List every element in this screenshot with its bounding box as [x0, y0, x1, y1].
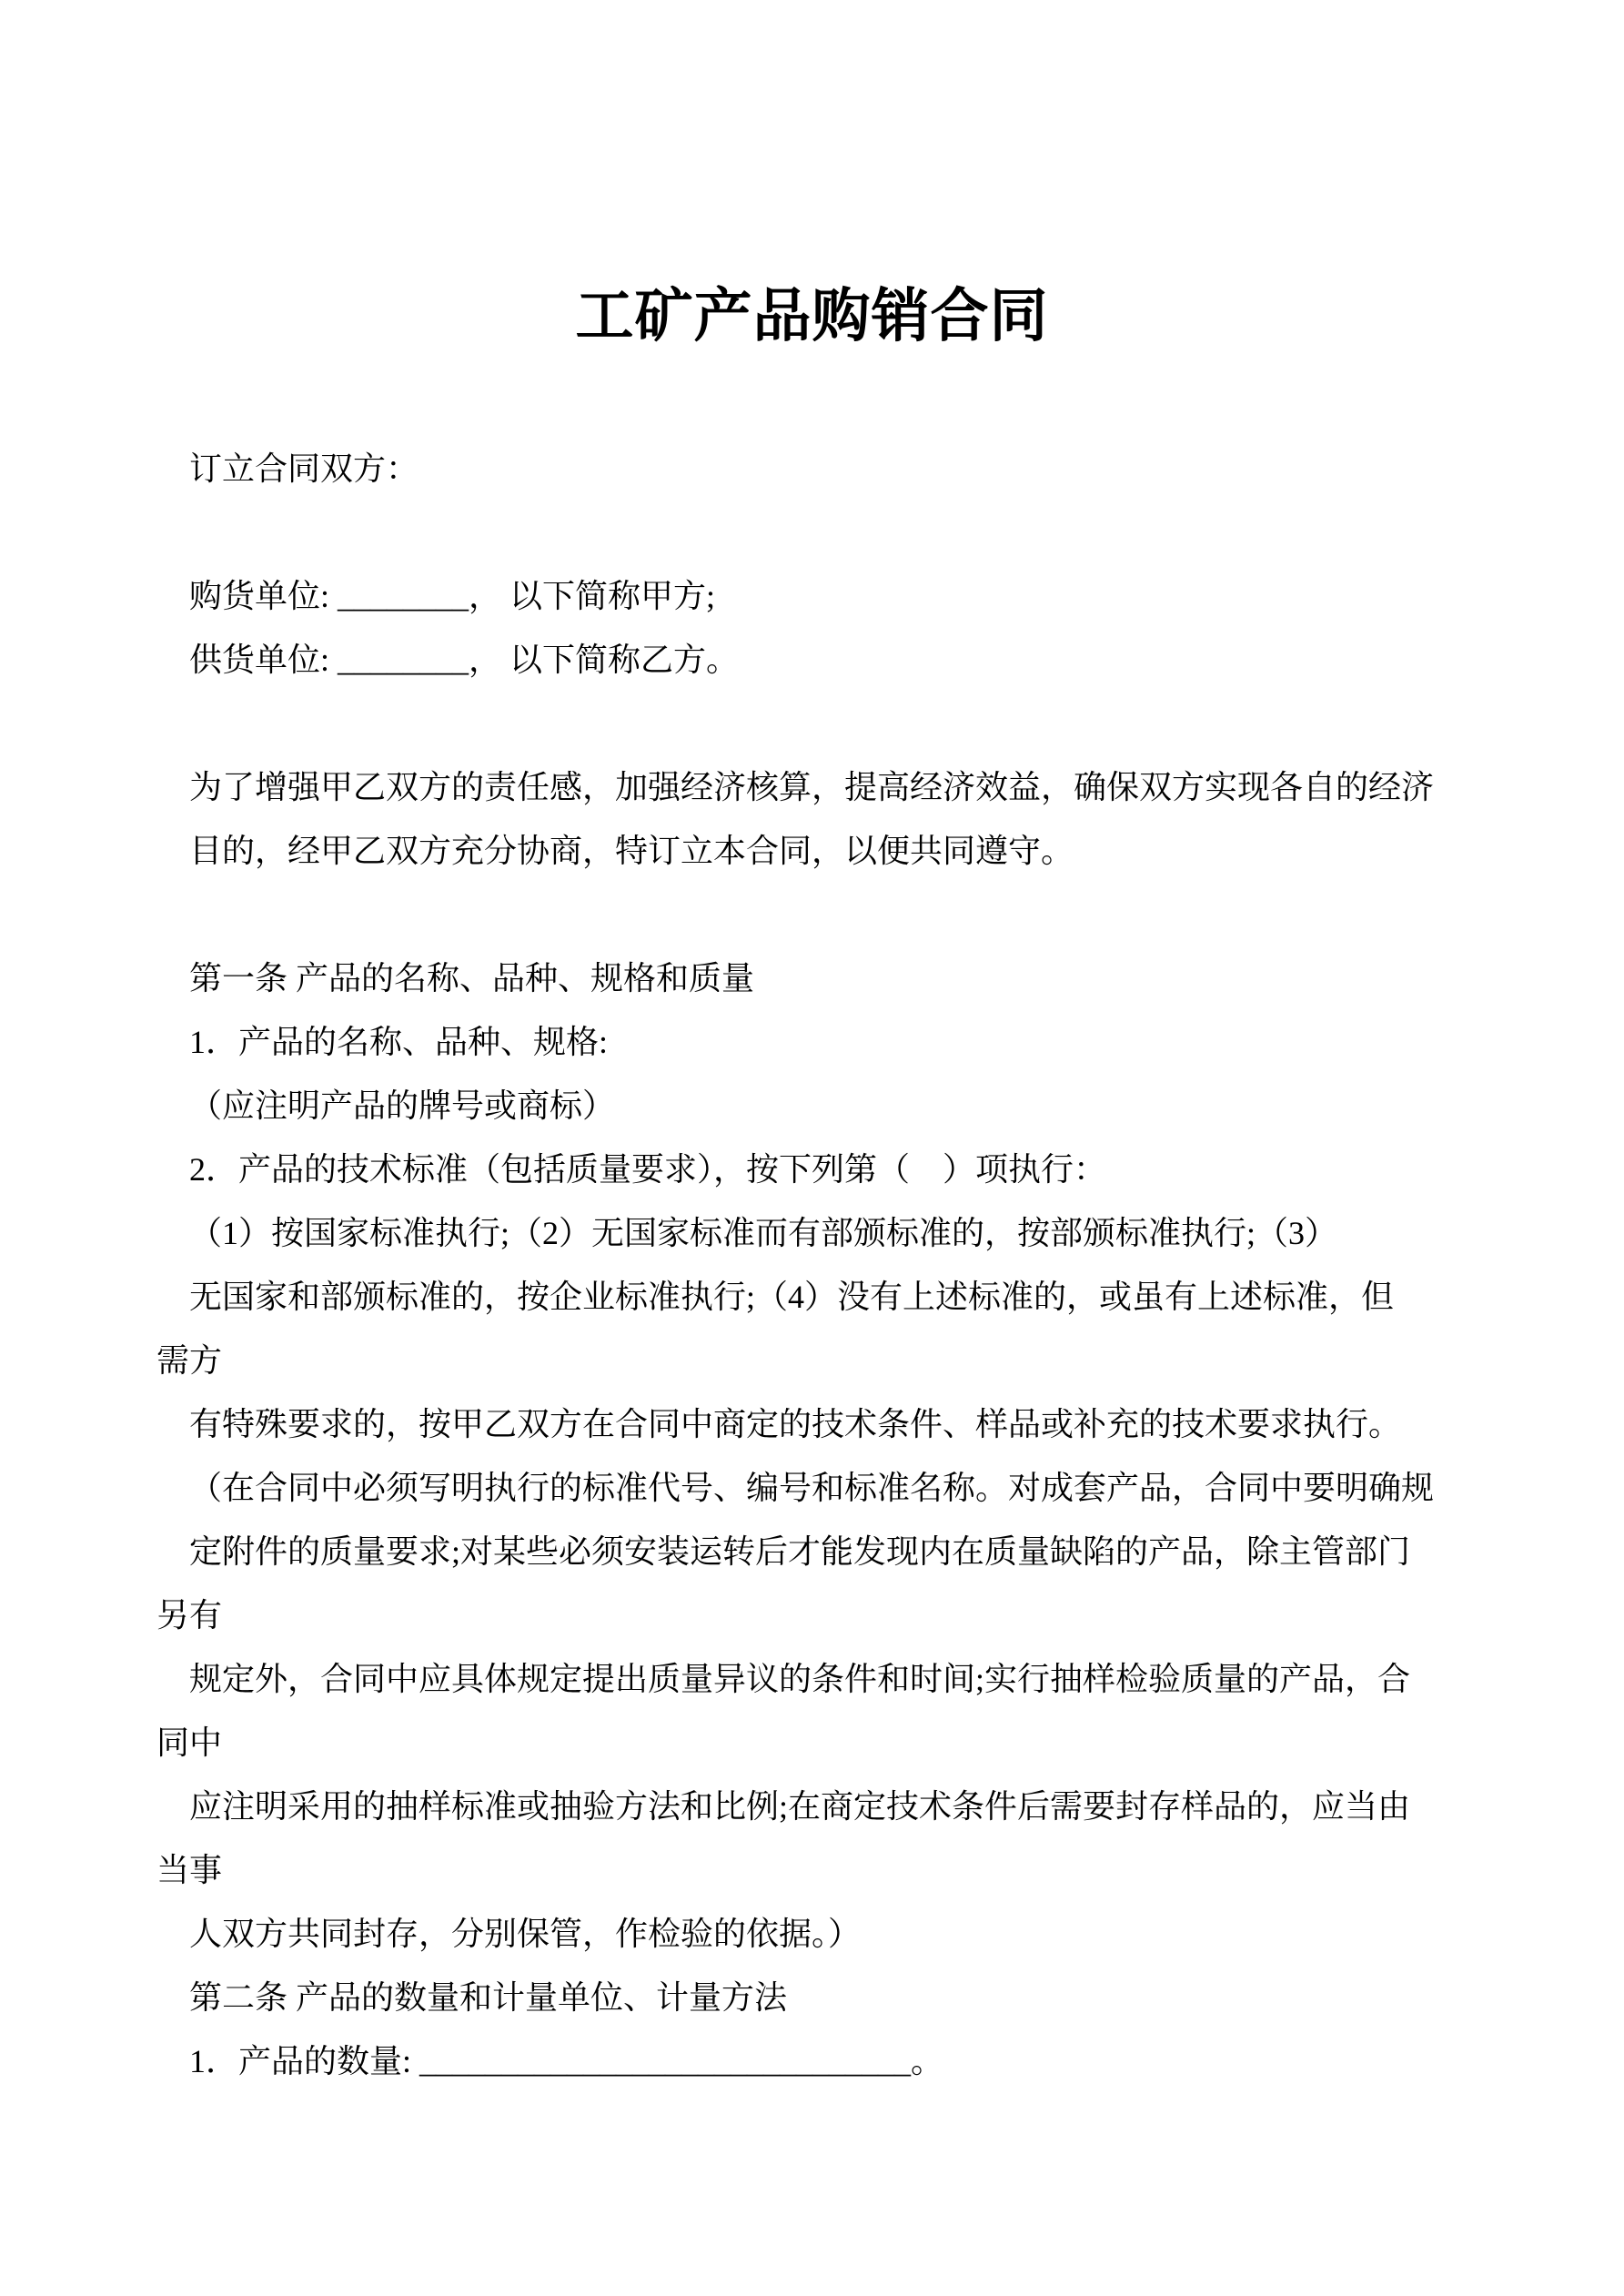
document-line: （1）按国家标准执行;（2）无国家标准而有部颁标准的，按部颁标准执行;（3） — [189, 1215, 1338, 1251]
document-line: 第二条 产品的数量和计量单位、计量方法 — [189, 1979, 788, 2016]
document-line: 当事 — [156, 1852, 223, 1888]
document-line: 订立合同双方： — [189, 450, 419, 487]
document-line — [156, 501, 1515, 564]
document-line: 另有 — [156, 1597, 223, 1633]
document-line: 应注明采用的抽样标准或抽验方法和比例;在商定技术条件后需要封存样品的，应当由 — [189, 1788, 1411, 1825]
document-line: 1．产品的数量: ______________________________。 — [189, 2043, 944, 2079]
document-line: 供货单位: ________， 以下简称乙方。 — [189, 642, 740, 678]
document-line: 需方 — [156, 1342, 223, 1379]
document-line: 同中 — [156, 1725, 223, 1761]
document-body — [156, 437, 1515, 2093]
document-line — [156, 692, 1515, 755]
document-line: 目的，经甲乙双方充分协商，特订立本合同，以便共同遵守。 — [189, 833, 1074, 869]
document-line: 人双方共同封存，分别保管，作检验的依据。） — [189, 1916, 862, 1952]
document-line — [156, 883, 1515, 946]
document-line: 2．产品的技术标准（包括质量要求），按下列第（ ）项执行： — [189, 1151, 1107, 1188]
document-line: （应注明产品的牌号或商标） — [189, 1087, 616, 1124]
document-line: 有特殊要求的，按甲乙双方在合同中商定的技术条件、样品或补充的技术要求执行。 — [189, 1406, 1402, 1442]
document-line: 购货单位: ________， 以下简称甲方; — [189, 578, 716, 614]
document-line: （在合同中必须写明执行的标准代号、编号和标准名称。对成套产品，合同中要明确规 — [189, 1470, 1435, 1506]
document-line: 1．产品的名称、品种、规格: — [189, 1024, 609, 1060]
document-line: 为了增强甲乙双方的责任感，加强经济核算，提高经济效益，确保双方实现各自的经济 — [189, 769, 1435, 805]
document-line: 规定外，合同中应具体规定提出质量异议的条件和时间;实行抽样检验质量的产品，合 — [189, 1661, 1411, 1697]
document-line: 第一条 产品的名称、品种、规格和质量 — [189, 960, 755, 996]
document-title: 工矿产品购销合同 — [575, 284, 1049, 349]
document-line: 无国家和部颁标准的，按企业标准执行;（4）没有上述标准的，或虽有上述标准，但 — [189, 1279, 1395, 1315]
document-line: 定附件的质量要求;对某些必须安装运转后才能发现内在质量缺陷的产品，除主管部门 — [189, 1533, 1411, 1570]
